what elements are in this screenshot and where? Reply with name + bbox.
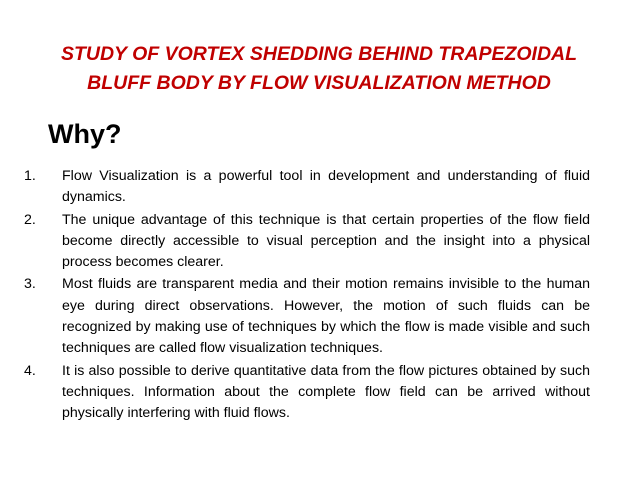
- slide-title: [20, 40, 618, 98]
- list-item-number: 2.: [24, 211, 36, 228]
- list-item-text: Flow Visualization is a powerful tool in development and understanding of fluid dynamics.: [62, 168, 590, 206]
- points-list: [24, 166, 590, 426]
- slide-subtitle: Why?: [48, 119, 122, 149]
- list-item-text: The unique advantage of this technique is that certain properties of the flow field become directly accessible to visual perception and the insight into a physical process becomes clearer.: [62, 211, 590, 271]
- list-item: [24, 210, 590, 274]
- list-item: [24, 166, 590, 209]
- list-item-number: 4.: [24, 362, 36, 379]
- slide-title-line-2: BLUFF BODY BY FLOW VISUALIZATION METHOD: [87, 72, 551, 94]
- list-item: [24, 361, 590, 425]
- list-item-number: 1.: [24, 168, 36, 184]
- list-item-text: It is also possible to derive quantitative data from the flow pictures obtained by such techniques. Information about the complete flow field can be arrived without physically interfering with fluid flows.: [62, 362, 590, 422]
- list-item-number: 3.: [24, 276, 36, 293]
- list-item-text: Most fluids are transparent media and their motion remains invisible to the human eye during direct observations. However, the motion of such fluids can be recognized by making use of techniques by which the flow is made visible and such techniques are called flow visualization techniques.: [62, 276, 590, 357]
- slide-title-line-1: STUDY OF VORTEX SHEDDING BEHIND TRAPEZOIDAL: [60, 43, 578, 65]
- list-item: [24, 274, 590, 359]
